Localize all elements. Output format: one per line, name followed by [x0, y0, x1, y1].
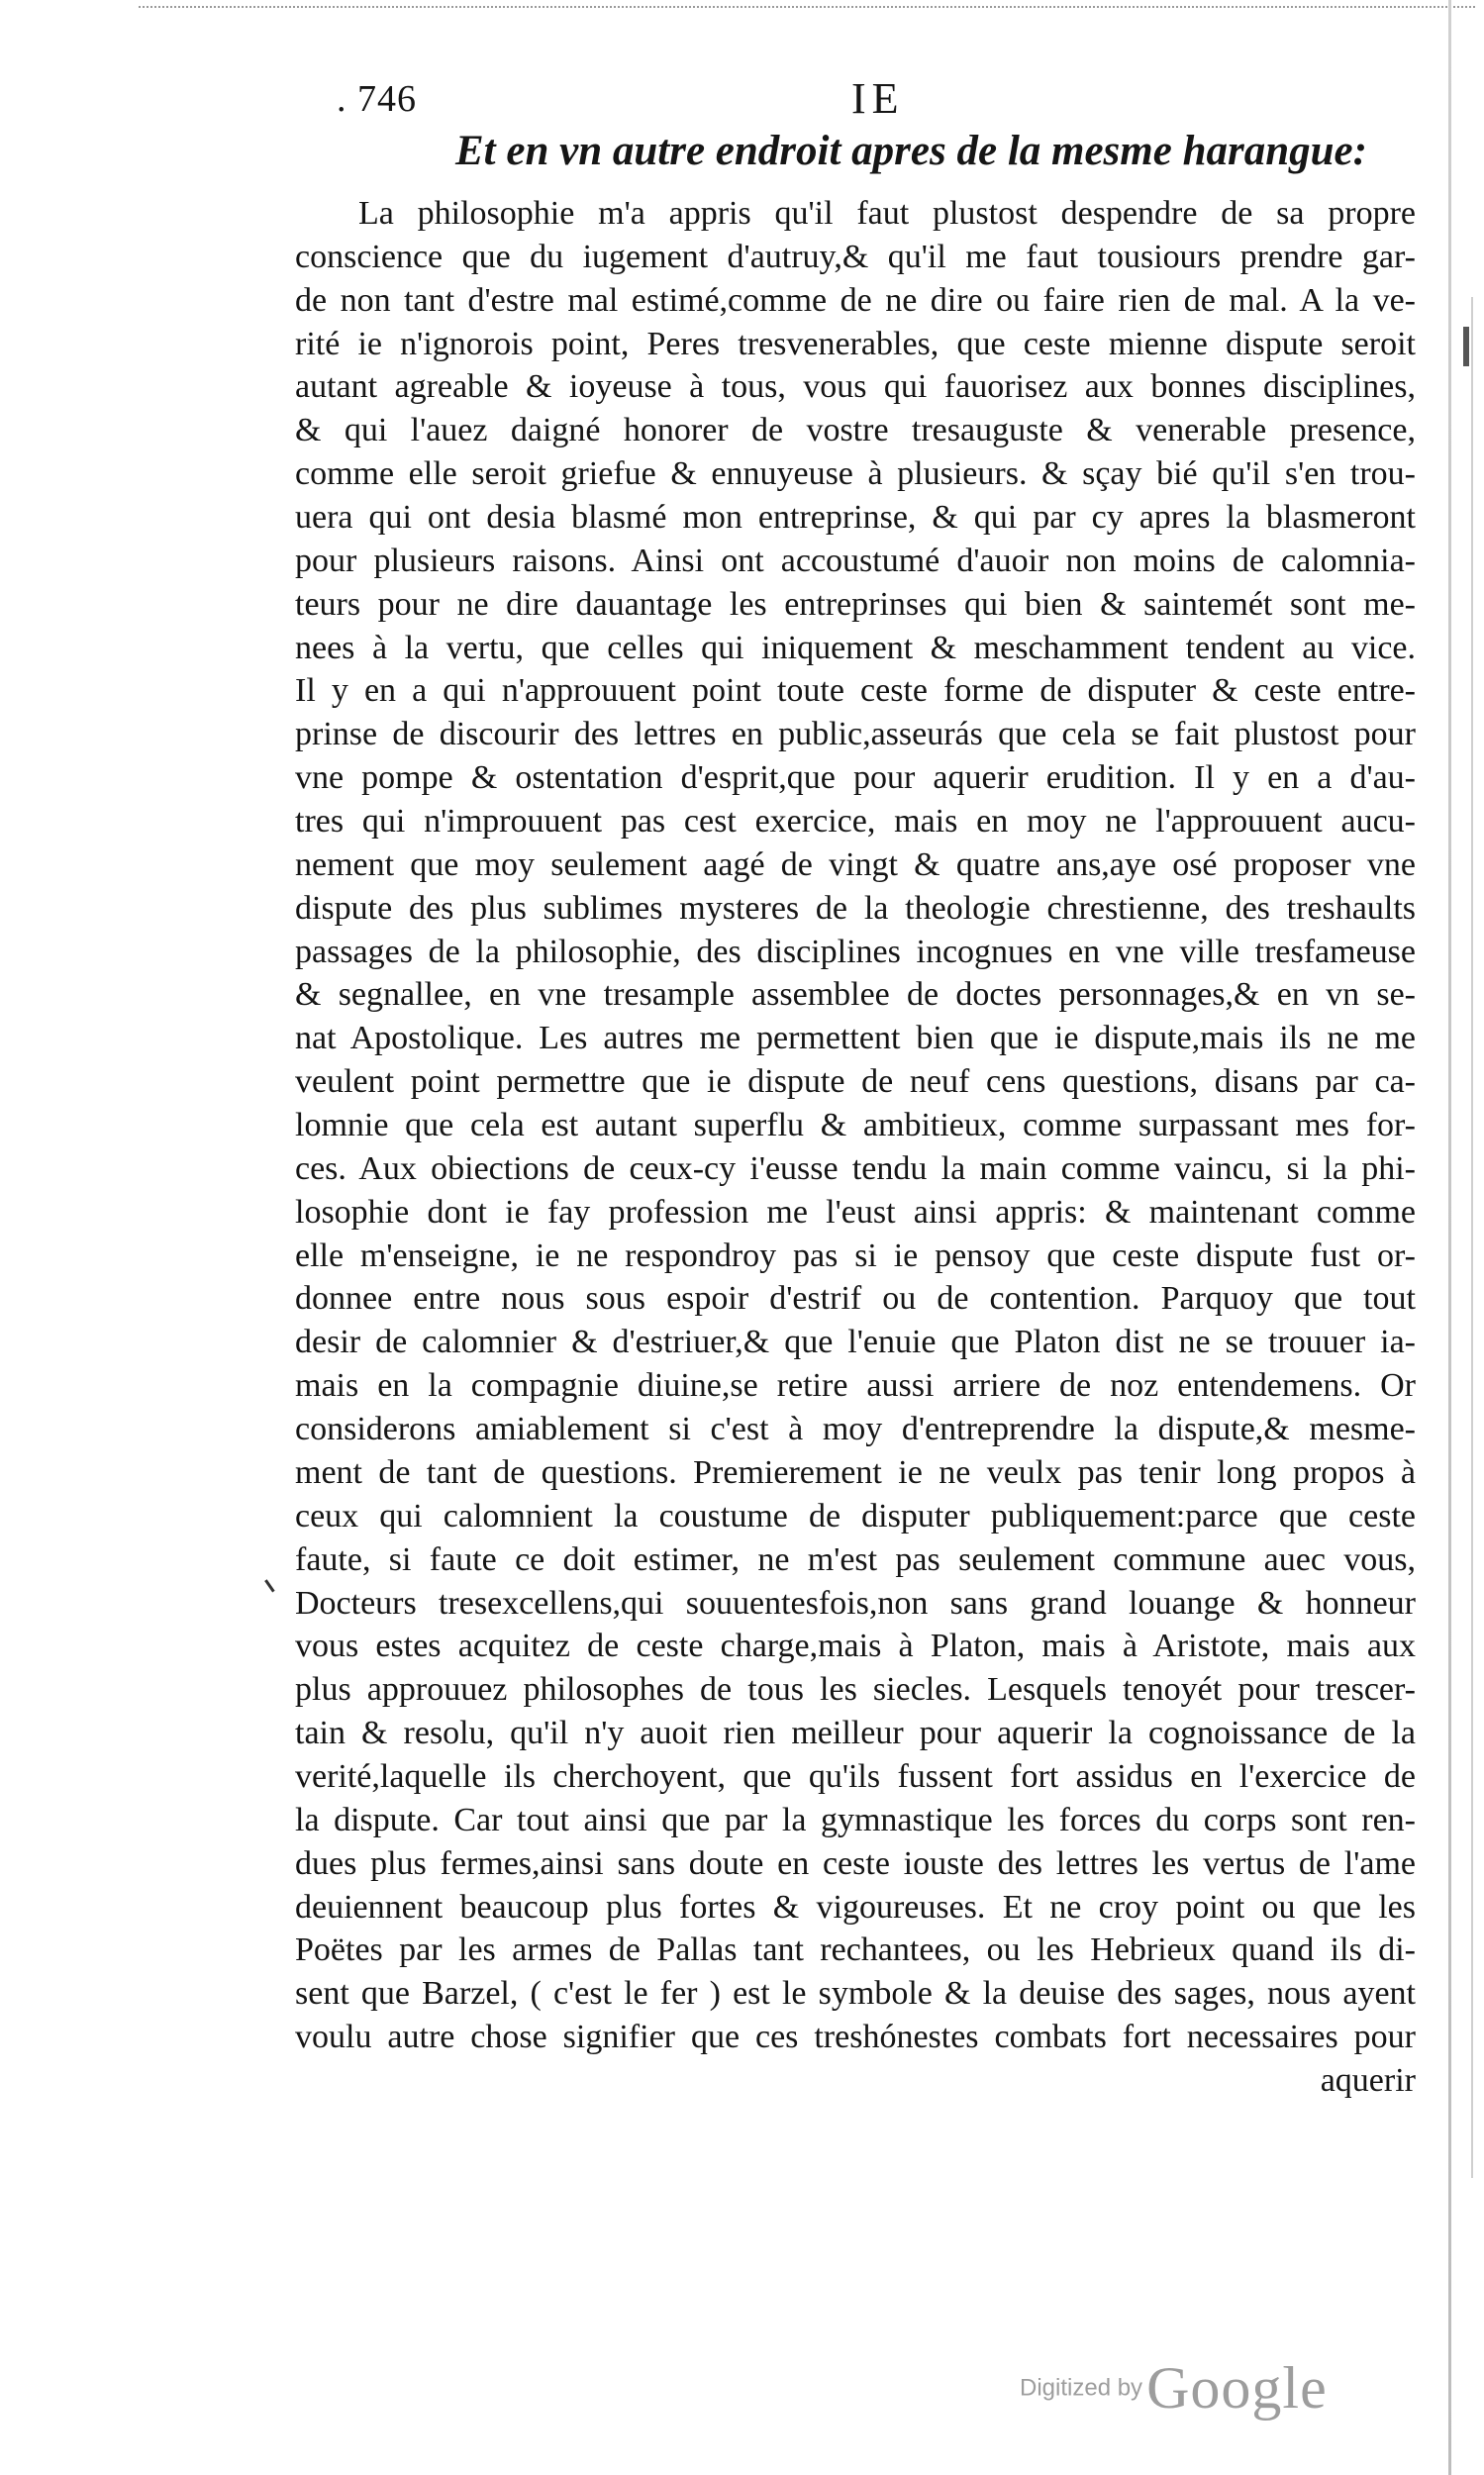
- text-line: tain & resolu, qu'il n'y auoit rien meilleur pour aquerir la cognoissance de la: [295, 1715, 1416, 1752]
- text-line: lomnie que cela est autant superflu & ambitieux, comme surpassant mes for-: [295, 1107, 1416, 1144]
- text-line: tres qui n'improuuent pas cest exercice, mais en moy ne l'approuuent aucu-: [295, 803, 1416, 841]
- page-top-edge: [139, 6, 1475, 12]
- text-line: voulu autre chose signifier que ces treshónestes combats fort necessaires pour: [295, 2019, 1416, 2056]
- ink-mark-right: [1463, 327, 1469, 366]
- body-text: [295, 192, 1416, 2103]
- text-line: de non tant d'estre mal estimé,comme de ne dire ou faire rien de mal. A la ve-: [295, 281, 1416, 319]
- text-line: donnee entre nous sous espoir d'estrif ou de contention. Parquoy que tout: [295, 1280, 1416, 1318]
- page-number: . 746: [337, 78, 417, 120]
- text-line: uera qui ont desia blasmé mon entreprinse, & qui par cy apres la blasmeront: [295, 499, 1416, 537]
- text-line: Il y en a qui n'approuuent point toute ceste forme de disputer & ceste entre-: [295, 672, 1416, 710]
- text-line: autant agreable & ioyeuse à tous, vous qui fauorisez aux bonnes disciplines,: [295, 368, 1416, 406]
- text-line: teurs pour ne dire dauantage les entreprinses qui bien & saintemét sont me-: [295, 585, 1416, 623]
- text-line: plus approuuez philosophes de tous les siecles. Lesquels tenoyét pour trescer-: [295, 1671, 1416, 1709]
- text-line: elle m'enseigne, ie ne respondroy pas si ie pensoy que ceste dispute fust or-: [295, 1237, 1416, 1274]
- digitized-by-google-watermark: [1020, 2354, 1328, 2423]
- text-line: ceux qui calomnient la coustume de disputer publiquement:parce que ceste: [295, 1497, 1416, 1534]
- text-line: vne pompe & ostentation d'esprit,que pour aquerir erudition. Il y en a d'au-: [295, 759, 1416, 797]
- text-line: ces. Aux obiections de ceux-cy i'eusse tendu la main comme vaincu, si la phi-: [295, 1149, 1416, 1187]
- text-line: dispute des plus sublimes mysteres de la theologie chrestienne, des treshaults: [295, 889, 1416, 927]
- text-line: verité,laquelle ils cherchoyent, que qu'ils fussent fort assidus en l'exercice de: [295, 1757, 1416, 1795]
- catchword: aquerir: [1320, 2061, 1416, 2099]
- text-line: Poëtes par les armes de Pallas tant rechantees, ou les Hebrieux quand ils di-: [295, 1931, 1416, 1969]
- text-line: La philosophie m'a appris qu'il faut plustost despendre de sa propre: [358, 195, 1416, 232]
- text-line: & segnallee, en vne tresample assemblee de doctes personnages,& en vn se-: [295, 976, 1416, 1014]
- digitized-label: Digitized by: [1020, 2374, 1143, 2402]
- text-line: Docteurs tresexcellens,qui souuentesfois,non sans grand louange & honneur: [295, 1584, 1416, 1622]
- text-line: deuiennent beaucoup plus fortes & vigoureuses. Et ne croy point ou que les: [295, 1888, 1416, 1926]
- text-line: faute, si faute ce doit estimer, ne m'est pas seulement commune auec vous,: [295, 1540, 1416, 1578]
- text-line: & qui l'auez daigné honorer de vostre tresauguste & venerable presence,: [295, 412, 1416, 449]
- text-line: mais en la compagnie diuine,se retire aussi arriere de noz entendemens. Or: [295, 1367, 1416, 1405]
- text-line: pour plusieurs raisons. Ainsi ont accoustumé d'auoir non moins de calomnia-: [295, 542, 1416, 579]
- google-logo: Google: [1146, 2355, 1328, 2421]
- text-line: nees à la vertu, que celles qui iniquement & meschamment tendent au vice.: [295, 629, 1416, 666]
- text-line: desir de calomnier & d'estriuer,& que l'enuie que Platon dist ne se trouuer ia-: [295, 1324, 1416, 1361]
- text-line: nement que moy seulement aagé de vingt & quatre ans,aye osé proposer vne: [295, 845, 1416, 883]
- running-head: IE: [851, 74, 905, 123]
- text-line: losophie dont ie fay profession me l'eust ainsi appris: & maintenant comme: [295, 1193, 1416, 1231]
- text-line: considerons amiablement si c'est à moy d'entreprendre la dispute,& mesme-: [295, 1411, 1416, 1448]
- text-line: la dispute. Car tout ainsi que par la gymnastique les forces du corps sont ren-: [295, 1801, 1416, 1838]
- text-line: conscience que du iugement d'autruy,& qu'il me faut tousiours prendre gar-: [295, 238, 1416, 275]
- text-line: passages de la philosophie, des disciplines incognues en vne ville tresfameuse: [295, 933, 1416, 970]
- page-right-shadow: [1471, 297, 1473, 2178]
- section-heading: Et en vn autre endroit apres de la mesme harangue:: [455, 128, 1367, 174]
- text-line: rité ie n'ignorois point, Peres tresvenerables, que ceste mienne dispute seroit: [295, 325, 1416, 362]
- text-line: veulent point permettre que ie dispute de neuf cens questions, disans par ca-: [295, 1063, 1416, 1101]
- ink-mark: [264, 1574, 283, 1593]
- page-right-edge: [1448, 0, 1451, 2475]
- text-line: nat Apostolique. Les autres me permettent bien que ie dispute,mais ils ne me: [295, 1020, 1416, 1057]
- text-line: vous estes acquitez de ceste charge,mais à Platon, mais à Aristote, mais aux: [295, 1628, 1416, 1665]
- text-line: ment de tant de questions. Premierement ie ne veulx pas tenir long propos à: [295, 1453, 1416, 1491]
- text-line: dues plus fermes,ainsi sans doute en ceste iouste des lettres les vertus de l'ame: [295, 1844, 1416, 1882]
- text-line: comme elle seroit griefue & ennuyeuse à plusieurs. & sçay bié qu'il s'en trou-: [295, 455, 1416, 493]
- text-line: prinse de discourir des lettres en public,asseurás que cela se fait plustost pour: [295, 716, 1416, 753]
- text-line: sent que Barzel, ( c'est le fer ) est le symbole & la deuise des sages, nous ayent: [295, 1975, 1416, 2013]
